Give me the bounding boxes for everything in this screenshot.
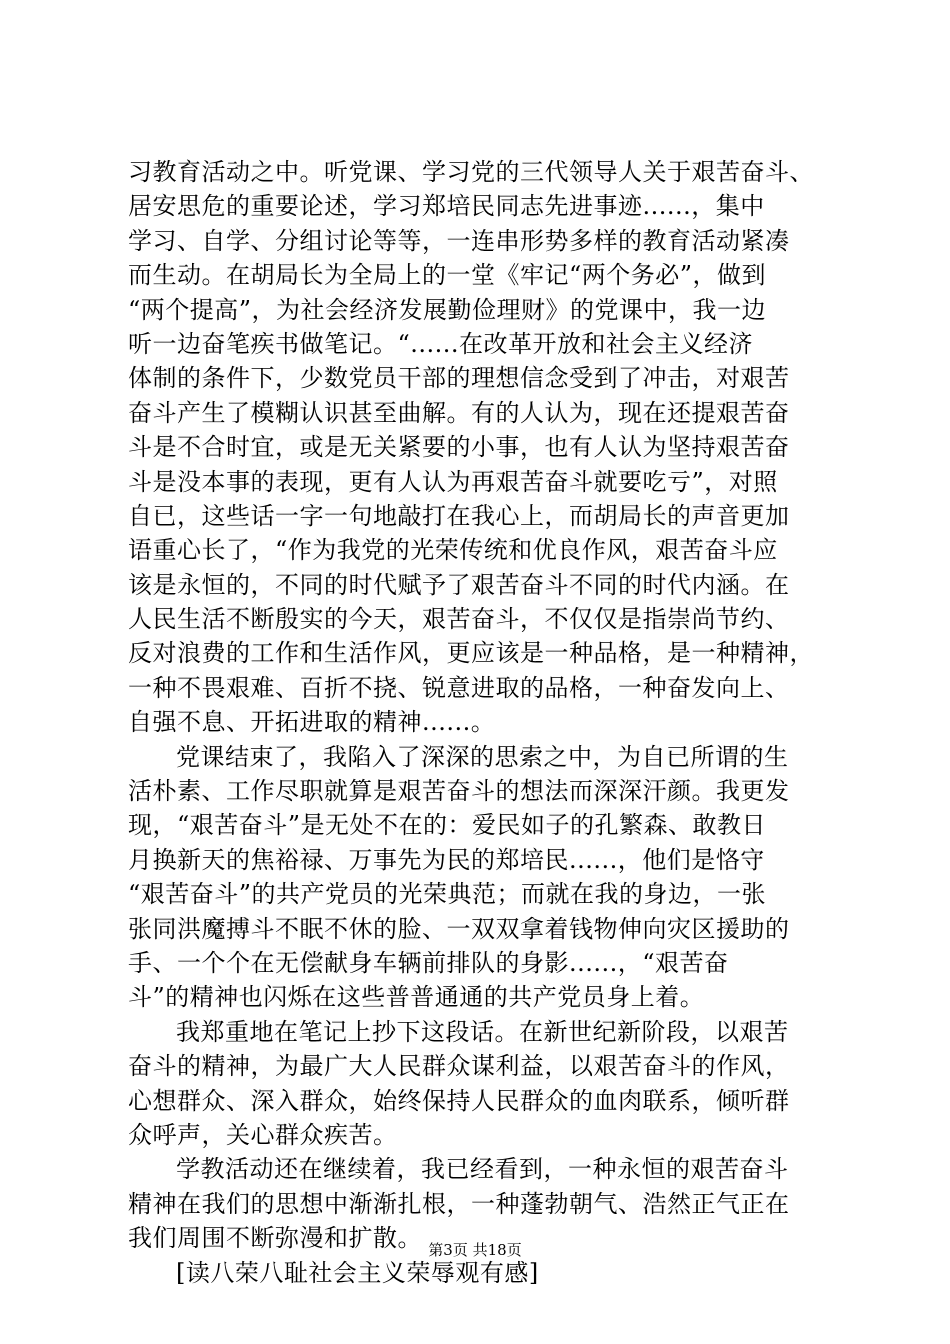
text-line: “两个提高”，为社会经济发展勤俭理财》的党课中，我一边: [128, 295, 767, 324]
text-line: 学习、自学、分组讨论等等，一连串形势多样的教育活动紧凑: [128, 226, 790, 255]
text-line: 张同洪魔搏斗不眠不休的脸、一双双拿着钱物伸向灾区援助的: [128, 914, 790, 943]
body-text: [128, 155, 828, 1290]
text-line: 活朴素、工作尽职就算是艰苦奋斗的想法而深深汗颜。我更发: [128, 777, 790, 806]
text-line: 该是永恒的，不同的时代赋予了艰苦奋斗不同的时代内涵。在: [128, 570, 790, 599]
text-line: “艰苦奋斗”的共产党员的光荣典范；而就在我的身边，一张: [128, 880, 767, 909]
text-line: 众呼声，关心群众疾苦。: [128, 1120, 398, 1149]
text-line: 我们周围不断弥漫和扩散。: [128, 1224, 422, 1253]
text-line: 而生动。在胡局长为全局上的一堂《牢记“两个务必”，做到: [128, 261, 767, 290]
text-line: 人民生活不断殷实的今天，艰苦奋斗，不仅仅是指崇尚节约、: [128, 605, 790, 634]
text-line: 奋斗产生了模糊认识甚至曲解。有的人认为，现在还提艰苦奋: [128, 398, 790, 427]
text-line: 体制的条件下，少数党员干部的理想信念受到了冲击，对艰苦: [128, 364, 790, 393]
text-line: 斗是不合时宜，或是无关紧要的小事，也有人认为坚持艰苦奋: [128, 433, 790, 462]
text-line: 党课结束了，我陷入了深深的思索之中，为自已所谓的生: [176, 742, 789, 771]
text-line: 精神在我们的思想中渐渐扎根，一种蓬勃朝气、浩然正气正在: [128, 1189, 790, 1218]
text-line: [读八荣八耻社会主义荣辱观有感]: [176, 1258, 539, 1287]
text-line: 斗”的精神也闪烁在这些普普通通的共产党员身上着。: [128, 983, 705, 1012]
text-line: 奋斗的精神，为最广大人民群众谋利益，以艰苦奋斗的作风，: [128, 1052, 790, 1081]
page-footer: 第3页 共18页: [428, 1241, 522, 1259]
text-line: 听一边奋笔疾书做笔记。“......在改革开放和社会主义经济: [128, 329, 754, 358]
text-line: 自强不息、开拓进取的精神......。: [128, 708, 496, 737]
text-line: 我郑重地在笔记上抄下这段话。在新世纪新阶段，以艰苦: [176, 1017, 789, 1046]
text-line: 月换新天的焦裕禄、万事先为民的郑培民......，他们是恪守: [128, 845, 765, 874]
text-line: 学教活动还在继续着，我已经看到，一种永恒的艰苦奋斗: [176, 1155, 789, 1184]
text-line: 心想群众、深入群众，始终保持人民群众的血肉联系，倾听群: [128, 1086, 790, 1115]
text-line: 反对浪费的工作和生活作风，更应该是一种品格，是一种精神，: [128, 639, 814, 668]
text-line: 现，“艰苦奋斗”是无处不在的：爱民如子的孔繁森、敢教日: [128, 811, 767, 840]
text-line: 自已，这些话一字一句地敲打在我心上，而胡局长的声音更加: [128, 501, 790, 530]
text-line: 习教育活动之中。听党课、学习党的三代领导人关于艰苦奋斗、: [128, 158, 814, 186]
text-line: 一种不畏艰难、百折不挠、锐意进取的品格，一种奋发向上、: [128, 673, 790, 702]
text-line: 斗是没本事的表现，更有人认为再艰苦奋斗就要吃亏”，对照: [128, 467, 778, 496]
text-line: 语重心长了，“作为我党的光荣传统和优良作风，艰苦奋斗应: [128, 536, 778, 565]
text-line: 手、一个个在无偿献身车辆前排队的身影......，“艰苦奋: [128, 948, 729, 977]
text-line: 居安思危的重要论述，学习郑培民同志先进事迹......，集中: [128, 192, 765, 221]
